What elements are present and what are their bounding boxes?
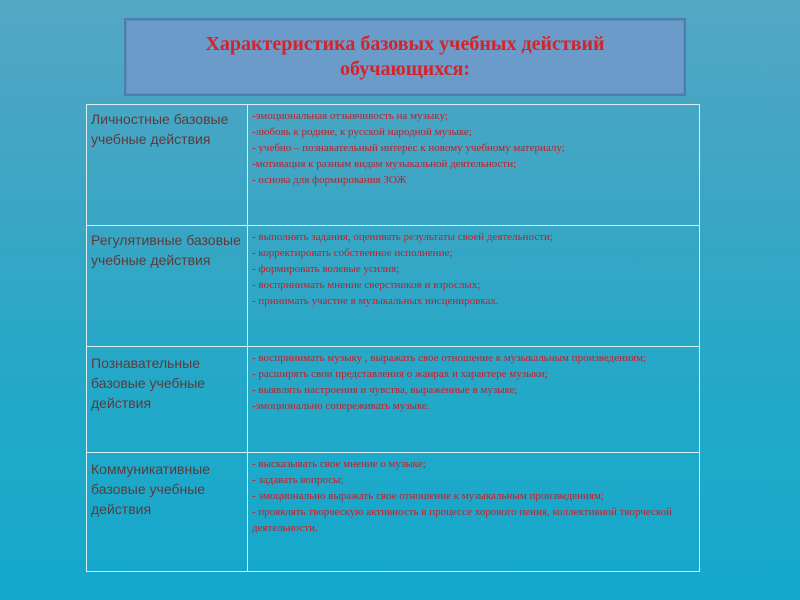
slide-title: Характеристика базовых учебных действий обучающихся: — [205, 33, 605, 80]
list-item: - выявлять настроения и чувства, выраженные в музыке; — [252, 384, 518, 396]
list-item: - корректировать собственное исполнение; — [252, 247, 453, 259]
list-item: - воспринимать музыку , выражать свое отношение к музыкальным произведениям; — [252, 352, 646, 364]
list-item: - воспринимать мнение сверстников и взрослых; — [252, 279, 481, 291]
list-item: - эмоционально выражать свое отношение к музыкальным произведениям; — [252, 490, 604, 502]
table-row — [87, 226, 700, 347]
table-row — [87, 453, 700, 572]
list-item: -эмоциональная отзывчивость на музыку; — [252, 110, 448, 122]
list-item: -эмоционально сопереживать музыке. — [252, 400, 430, 412]
list-item: - формировать волевые усилия; — [252, 263, 400, 275]
list-item: -любовь к родине, к русской народной музыке; — [252, 126, 472, 138]
table-row — [87, 105, 700, 226]
list-item: - расширять свои представления о жанрах и характере музыки; — [252, 368, 548, 380]
category-cell: Коммуникативные базовые учебные действия — [87, 453, 248, 572]
list-item: - задавать вопросы; — [252, 474, 344, 486]
list-item: - выполнять задания, оценивать результаты своей деятельности; — [252, 231, 553, 243]
category-cell: Личностные базовые учебные действия — [87, 105, 248, 226]
title-box — [124, 18, 686, 96]
list-item: - принимать участие в музыкальных инсценировках. — [252, 295, 499, 307]
description-cell — [248, 453, 700, 572]
list-item: - проявлять творческую активность в процессе хорового пения, коллективной творческой деятельности. — [252, 506, 672, 534]
list-item: - основа для формирования ЗОЖ — [252, 174, 407, 186]
list-item: -мотивация к разным видам музыкальной деятельности; — [252, 158, 517, 170]
characteristics-table — [86, 104, 700, 572]
table-row — [87, 347, 700, 453]
description-cell — [248, 226, 700, 347]
description-cell — [248, 105, 700, 226]
category-cell: Регулятивные базовые учебные действия — [87, 226, 248, 347]
description-cell — [248, 347, 700, 453]
category-cell: Познавательные базовые учебные действия — [87, 347, 248, 453]
list-item: - учебно – познавательный интерес к новому учебному материалу; — [252, 142, 565, 154]
list-item: - высказывать свое мнение о музыке; — [252, 458, 426, 470]
